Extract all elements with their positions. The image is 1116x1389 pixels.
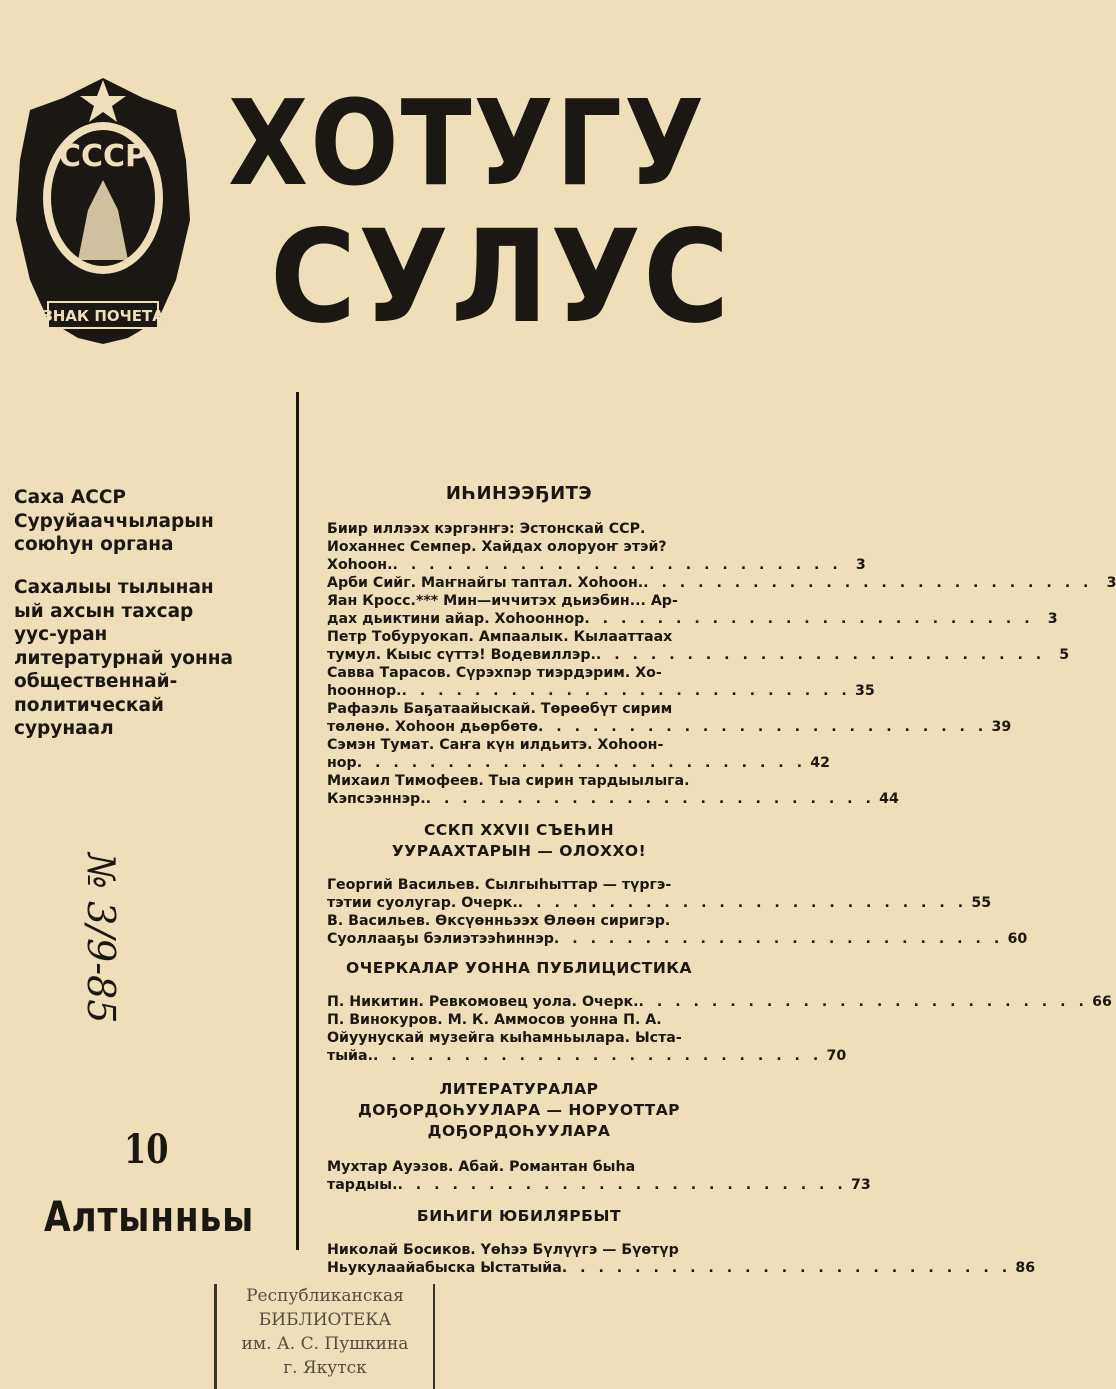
page-number: 42	[810, 755, 831, 771]
leader-dots: . . . . . . . . . . . . . . . . . . . . . . . . .	[397, 1177, 847, 1193]
toc-entry-text: Ньукулаайабыска Ыстатыйа	[327, 1260, 562, 1276]
toc-entry	[327, 664, 875, 700]
section-heading-line: ОЧЕРКАЛАР УОННА ПУБЛИЦИСТИКА	[346, 959, 692, 977]
stamp-line: Республиканская	[246, 1286, 404, 1306]
issue-month: Алтынньы	[44, 1192, 255, 1241]
toc-entry	[327, 574, 1116, 592]
toc-entry-text: Суоллааҕы бэлиэтээһиннэр	[327, 931, 554, 947]
toc-entry-last-line	[327, 754, 831, 772]
toc-entry	[327, 772, 899, 808]
toc-entry	[327, 1158, 871, 1194]
toc-entry-text: П. Никитин. Ревкомовец уола. Очерк.	[327, 994, 639, 1010]
section-heading-line: ЛИТЕРАТУРАЛАР	[439, 1080, 599, 1098]
leader-dots: . . . . . . . . . . . . . . . . . . . . . . . . .	[517, 895, 968, 911]
description-line: литературнай уонна	[14, 647, 234, 669]
masthead-line1: ХОТУГУ	[228, 74, 707, 212]
toc-entry-line: Георгий Васильев. Сылгыһыттар — түргэ-	[327, 877, 672, 893]
leader-dots: . . . . . . . . . . . . . . . . . . . . . . . . .	[401, 683, 851, 699]
page-number: 44	[879, 791, 899, 807]
page-number: 5	[1059, 647, 1070, 663]
leader-dots: . . . . . . . . . . . . . . . . . . . . . . . . .	[425, 791, 875, 807]
toc-entry-line: Николай Босиков. Үөһээ Бүлүүгэ — Бүөтүр	[327, 1242, 679, 1258]
toc-entry-text: нор	[327, 755, 357, 771]
leader-dots: . . . . . . . . . . . . . . . . . . . . . . . . .	[356, 755, 807, 771]
toc-entry-line: Бииp иллээх кэргэнҥэ: Эстонскай ССР.	[327, 521, 646, 537]
section-heading-line: БИҺИГИ ЮБИЛЯРБЫТ	[416, 1207, 622, 1225]
svg-text:ЗНАК ПОЧЕТА: ЗНАК ПОЧЕТА	[42, 307, 164, 325]
publisher-line: Суруйааччыларын	[14, 510, 214, 532]
toc-entry-last-line	[327, 682, 875, 700]
toc-entry	[327, 993, 1112, 1011]
page-number: 60	[1007, 931, 1028, 947]
toc-entry-line: Мухтар Ауэзов. Абай. Романтан быһа	[327, 1159, 636, 1175]
leader-dots: . . . . . . . . . . . . . . . . . . . . . . . . .	[537, 719, 988, 735]
toc-entry-text: төлөнө. Хоhоон дьөрбөтө	[327, 719, 538, 735]
svg-text:СССР: СССР	[58, 139, 148, 174]
toc-entry-text: Хоhоон.	[327, 557, 393, 573]
toc-entry-line: Савва Тарасов. Сүрэхпэр тиэрдэрим. Хо-	[327, 665, 662, 681]
toc-entry-text: тумул. Кыыс сүттэ! Водевиллэр.	[327, 647, 596, 663]
toc-entry-line: П. Винокуров. М. К. Аммосов уонна П. А.	[327, 1012, 662, 1028]
description-block	[14, 576, 233, 741]
stamp-line: г. Якутск	[283, 1358, 367, 1378]
toc-entry-last-line	[327, 646, 1070, 664]
leader-dots: . . . . . . . . . . . . . . . . . . . . . . . . .	[553, 931, 1004, 947]
section-heading	[327, 1206, 711, 1227]
stamp-line: БИБЛИОТЕКА	[258, 1310, 392, 1330]
leader-dots: . . . . . . . . . . . . . . . . . . . . . . . . .	[584, 611, 1034, 627]
toc-entry-text: hооннор.	[327, 683, 402, 699]
toc-entry-text: тардыы.	[327, 1177, 398, 1193]
toc-entry-last-line	[327, 894, 992, 912]
page-number: 3	[1106, 575, 1116, 591]
toc-entry-last-line	[327, 556, 866, 574]
toc-entry-line: Сэмэн Тумат. Саҥа күн илдьитэ. Хоhоон-	[327, 737, 664, 753]
toc-entry-line: Михаил Тимофеев. Тыа сирин тардыылыга.	[327, 773, 690, 789]
order-badge-icon	[8, 70, 198, 350]
page-number: 86	[1015, 1260, 1036, 1276]
toc-entry	[327, 628, 1070, 664]
toc-entry-text: тэтии суолугар. Очерк.	[327, 895, 518, 911]
toc-entry-line: Ойуунускай музейга кыһамньылара. Ыста-	[327, 1030, 682, 1046]
toc-entry	[327, 876, 992, 912]
description-line: политическай	[14, 694, 164, 716]
section-heading-line: ССКП XXVII СЪЕҺИН	[423, 821, 615, 839]
toc-group	[327, 1241, 1036, 1277]
toc-entry-text: Кэпсээннэр.	[327, 791, 426, 807]
toc-entry-last-line	[327, 574, 1116, 592]
page-number: 73	[851, 1177, 871, 1193]
toc-entry-last-line	[327, 1259, 1036, 1277]
toc-entry-last-line	[327, 718, 1012, 736]
toc-entry-line: Яан Кросс.*** Мин—иччитэх дьиэбин... Ар-	[327, 593, 678, 609]
section-heading	[327, 820, 711, 862]
table-of-contents	[327, 483, 1116, 1277]
description-line: ый ахсын тахсар	[14, 600, 194, 622]
toc-entry-last-line	[327, 610, 1058, 628]
page-number: 35	[855, 683, 875, 699]
publisher-block	[14, 486, 214, 557]
toc-entry-line: Петр Тобуруокап. Ампаалык. Кылааттаах	[327, 629, 673, 645]
toc-entry-line: Рафаэль Баҕатаайыскай. Төрөөбүт сирим	[327, 701, 673, 717]
toc-entry	[327, 736, 831, 772]
leader-dots: . . . . . . . . . . . . . . . . . . . . . . . . .	[372, 1048, 823, 1064]
toc-entry-last-line	[327, 1176, 871, 1194]
issue-number: 10	[124, 1126, 169, 1173]
toc-entry-line: Иохaннес Семпер. Хайдах олоруоҥ этэй?	[327, 539, 667, 555]
toc-entry-text: тыйа.	[327, 1048, 373, 1064]
toc-entry-last-line	[327, 790, 899, 808]
toc-entry	[327, 1241, 1036, 1277]
leader-dots: . . . . . . . . . . . . . . . . . . . . . . . . .	[392, 557, 842, 573]
page-number: 70	[826, 1048, 847, 1064]
page-number: 39	[991, 719, 1012, 735]
toc-entry	[327, 1011, 847, 1065]
toc-entry-text: дах дьиктини айар. Хоhооннор	[327, 611, 585, 627]
toc-entry	[327, 520, 866, 574]
toc-entry-last-line	[327, 930, 1028, 948]
toc-entry-text: Арби Сийг. Маҥнайгы таптал. Хоhоон.	[327, 575, 644, 591]
toc-group	[327, 1158, 871, 1194]
section-heading-line: УУРААХТАРЫН — ОЛОХХО!	[391, 842, 647, 860]
description-line: Сахалыы тылынан	[14, 577, 214, 598]
leader-dots: . . . . . . . . . . . . . . . . . . . . . . . . .	[643, 575, 1093, 591]
leader-dots: . . . . . . . . . . . . . . . . . . . . . . . . .	[638, 994, 1088, 1010]
handwritten-inventory-number	[38, 848, 123, 1048]
section-heading-line: ДОҔОРДОҺУУЛАРА	[427, 1122, 611, 1140]
toc-entry-last-line	[327, 993, 1112, 1011]
description-line: общественнай-	[14, 671, 178, 692]
page-number: 3	[1047, 611, 1058, 627]
publisher-line: союhун органа	[14, 534, 174, 555]
page-number: 3	[855, 557, 866, 573]
toc-group	[327, 993, 1112, 1065]
toc-heading: ИҺИНЭЭҔИТЭ	[445, 483, 593, 504]
publisher-line: Саха АССР	[14, 487, 126, 508]
toc-entry-last-line	[327, 1047, 847, 1065]
page-number: 66	[1092, 994, 1112, 1010]
column-divider	[296, 392, 299, 1250]
toc-entry	[327, 912, 1028, 948]
section-heading	[327, 1079, 711, 1142]
toc-entry	[327, 700, 1012, 736]
handwritten-text: № 3/9-85	[79, 853, 123, 1024]
description-line: сурунаал	[14, 718, 114, 739]
section-heading	[327, 958, 711, 979]
library-stamp	[214, 1284, 435, 1389]
page-number: 55	[971, 895, 992, 911]
toc-entry-line: В. Васильев. Өксүөнньээх Өлөөн сиригэр.	[327, 913, 671, 929]
masthead-line2: СУЛУС	[270, 203, 732, 352]
toc-group	[327, 876, 1028, 948]
toc-entry	[327, 592, 1058, 628]
leader-dots: . . . . . . . . . . . . . . . . . . . . . . . . .	[561, 1260, 1012, 1276]
description-line: уус-уран	[14, 624, 108, 645]
toc-group	[327, 520, 1116, 808]
section-heading-line: ДОҔОРДОҺУУЛАРА — НОРУОТТАР	[357, 1101, 681, 1119]
leader-dots: . . . . . . . . . . . . . . . . . . . . . . . . .	[595, 647, 1046, 663]
stamp-line: им. А. С. Пушкина	[241, 1334, 409, 1354]
